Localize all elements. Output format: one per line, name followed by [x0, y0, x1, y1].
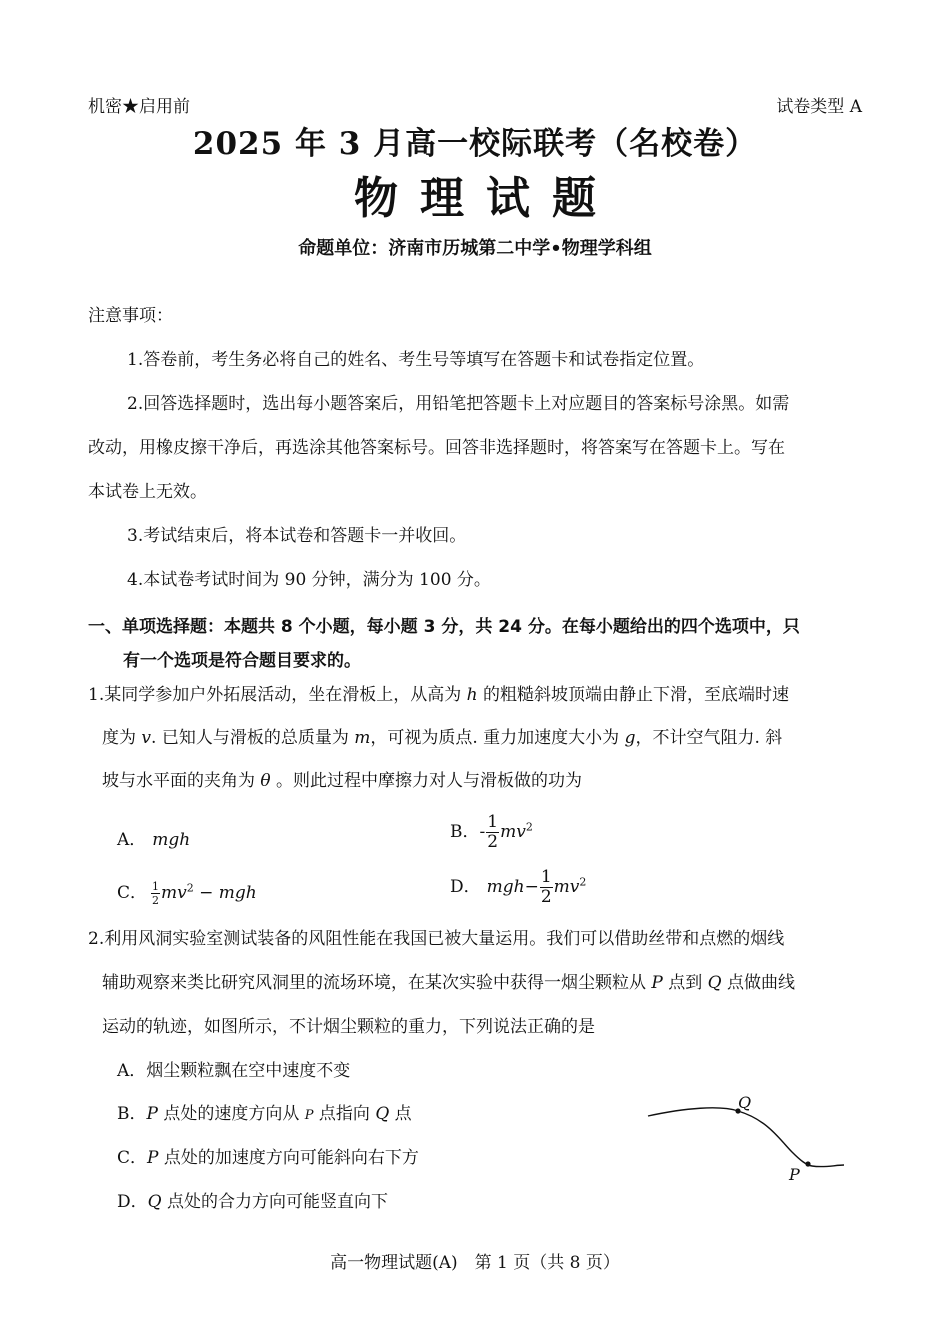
- q1-line-3: 坡与水平面的夹角为 θ 。则此过程中摩擦力对人与滑板做的功为: [102, 771, 583, 791]
- q1-line-2: 度为 v. 已知人与滑板的总质量为 m，可视为质点. 重力加速度大小为 g，不计空气阻力. 斜: [102, 728, 783, 748]
- q2-option-a: A．烟尘颗粒飘在空中速度不变: [117, 1061, 351, 1081]
- q1-option-b: B．- $\frac{1}{2}$ $mv^2$: [450, 812, 533, 852]
- notice-heading: 注意事项：: [88, 306, 173, 326]
- q1-option-c: C． $\frac{1}{2}$ $mv^2$ − mgh: [117, 880, 257, 907]
- trajectory-curve: [648, 1108, 844, 1167]
- point-q-label: Q: [738, 1093, 752, 1112]
- q2-option-b: B．P 点处的速度方向从 P 点指向 Q 点: [117, 1104, 412, 1124]
- notice-item-1: 1.答卷前，考生务必将自己的姓名、考生号等填写在答题卡和试卷指定位置。: [127, 350, 705, 370]
- section-1-heading: 一、单项选择题：本题共 8 个小题，每小题 3 分，共 24 分。在每小题给出的四个选项中，只: [88, 617, 800, 637]
- point-p-label: P: [789, 1165, 800, 1184]
- q1-option-d: D． mgh− $\frac{1}{2}$ $mv^2$: [450, 867, 587, 907]
- page-footer: 高一物理试题(A) 第 1 页（共 8 页）: [330, 1253, 620, 1273]
- subject-title: 物理试题: [354, 173, 618, 224]
- q2-option-d: D．Q 点处的合力方向可能竖直向下: [117, 1192, 388, 1212]
- point-p-marker: [805, 1161, 810, 1166]
- q1-option-a: A． mgh: [117, 830, 191, 850]
- trajectory-figure: [640, 1088, 855, 1188]
- notice-item-2-line-1: 2.回答选择题时，选出每小题答案后，用铅笔把答题卡上对应题目的答案标号涂黑。如需: [127, 394, 790, 414]
- setter-unit: 命题单位：济南市历城第二中学•物理学科组: [298, 238, 652, 259]
- q2-line-1: 2.利用风洞实验室测试装备的风阻性能在我国已被大量运用。我们可以借助丝带和点燃的烟线: [88, 929, 785, 949]
- q2-option-c: C．P 点处的加速度方向可能斜向右下方: [117, 1148, 419, 1168]
- notice-item-4: 4.本试卷考试时间为 90 分钟，满分为 100 分。: [127, 570, 491, 590]
- notice-item-2-line-3: 本试卷上无效。: [88, 482, 207, 502]
- q2-line-3: 运动的轨迹，如图所示，不计烟尘颗粒的重力，下列说法正确的是: [102, 1017, 595, 1037]
- paper-type-label: 试卷类型 A: [776, 97, 862, 117]
- notice-item-2-line-2: 改动，用橡皮擦干净后，再选涂其他答案标号。回答非选择题时，将答案写在答题卡上。写在: [88, 438, 785, 458]
- notice-item-3: 3.考试结束后，将本试卷和答题卡一并收回。: [127, 526, 467, 546]
- exam-title: 2025 年 3 月高一校际联考（名校卷）: [192, 126, 758, 162]
- q2-line-2: 辅助观察来类比研究风洞里的流场环境，在某次实验中获得一烟尘颗粒从 P 点到 Q 点做曲线: [102, 973, 796, 993]
- q1-line-1: 1.某同学参加户外拓展活动，坐在滑板上，从高为 h 的粗糙斜坡顶端由静止下滑，至底端时速: [88, 685, 789, 705]
- section-1-heading-cont: 有一个选项是符合题目要求的。: [123, 651, 361, 671]
- confidential-label: 机密★启用前: [88, 97, 190, 117]
